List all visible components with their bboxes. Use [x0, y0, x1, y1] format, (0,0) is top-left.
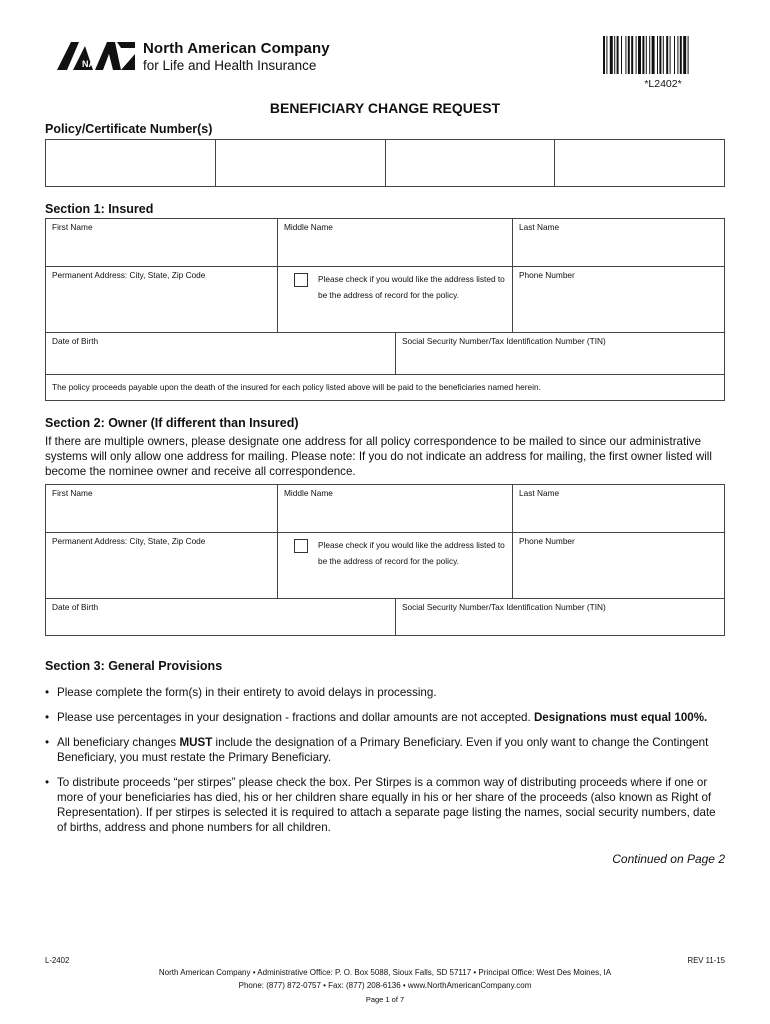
insured-dob-field[interactable]	[46, 333, 396, 374]
policy-number-field-3[interactable]	[386, 140, 556, 186]
field-label: Phone Number	[519, 536, 575, 546]
section-3-heading: Section 3: General Provisions	[45, 659, 223, 673]
field-label: Last Name	[519, 488, 560, 498]
field-label: Permanent Address: City, State, Zip Code	[52, 536, 206, 546]
field-label: Middle Name	[284, 488, 333, 498]
page-title: BENEFICIARY CHANGE REQUEST	[269, 100, 501, 116]
owner-address-field[interactable]	[46, 533, 278, 598]
footer-address: North American Company • Administrative Office: P. O. Box 5088, Sioux Falls, SD 57117 • Principal Office: West Des Moines, IA	[158, 968, 612, 977]
owner-phone-field[interactable]	[513, 533, 724, 598]
proceeds-note-text: The policy proceeds payable upon the death of the insured for each policy listed above will be paid to the beneficiaries named herein.	[52, 382, 541, 392]
owner-address-of-record	[278, 533, 513, 598]
bullet-1-text: Please complete the form(s) in their entirety to avoid delays in processing.	[57, 686, 437, 699]
footer-contact: Phone: (877) 872-0757 • Fax: (877) 208-6136 • www.NorthAmericanCompany.com	[238, 981, 532, 990]
section-1-form	[45, 218, 725, 401]
checkbox-label-line1: Please check if you would like the address listed to	[318, 540, 505, 550]
policy-number-fields	[45, 139, 725, 187]
bullet-2-emphasis: Designations must equal 100%.	[533, 711, 708, 724]
barcode-image	[603, 36, 723, 74]
insured-last-name-field[interactable]	[513, 219, 724, 266]
policy-number-field-1[interactable]	[46, 140, 216, 186]
list-item	[45, 710, 725, 725]
owner-ssn-field[interactable]	[396, 599, 724, 635]
field-label: Last Name	[519, 222, 560, 232]
footer-form-id: L-2402	[45, 956, 70, 965]
form-code: *L2402*	[644, 78, 682, 90]
policy-number-field-2[interactable]	[216, 140, 386, 186]
field-label: Social Security Number/Tax Identification Number (TIN)	[402, 336, 606, 346]
field-label: First Name	[52, 222, 93, 232]
field-label: Phone Number	[519, 270, 575, 280]
insured-phone-field[interactable]	[513, 267, 724, 332]
continued-note: Continued on Page 2	[612, 852, 725, 866]
company-name: North American Company	[143, 40, 330, 57]
policy-number-label: Policy/Certificate Number(s)	[45, 122, 213, 136]
owner-first-name-field[interactable]	[46, 485, 278, 532]
section-2-heading: Section 2: Owner (If different than Insured)	[45, 416, 299, 430]
field-label: Middle Name	[284, 222, 333, 232]
logo-lettering: NA	[82, 59, 95, 69]
company-logo	[55, 40, 137, 72]
footer-revision: REV 11-15	[687, 956, 725, 965]
address-of-record-checkbox[interactable]	[294, 273, 308, 287]
bullet-3-emphasis: MUST	[179, 736, 213, 749]
footer-page-number: Page 1 of 7	[365, 995, 405, 1004]
list-item	[45, 735, 725, 765]
bullet-3-text-a: All beneficiary changes	[57, 736, 180, 749]
list-item	[45, 685, 725, 700]
field-label: Permanent Address: City, State, Zip Code	[52, 270, 206, 280]
field-label: First Name	[52, 488, 93, 498]
proceeds-note	[46, 375, 724, 400]
owner-middle-name-field[interactable]	[278, 485, 513, 532]
insured-ssn-field[interactable]	[396, 333, 724, 374]
list-item	[45, 775, 725, 835]
insured-first-name-field[interactable]	[46, 219, 278, 266]
company-subtitle: for Life and Health Insurance	[143, 58, 317, 73]
owner-last-name-field[interactable]	[513, 485, 724, 532]
section-2-form	[45, 484, 725, 636]
address-of-record-checkbox[interactable]	[294, 539, 308, 553]
owner-dob-field[interactable]	[46, 599, 396, 635]
field-label: Date of Birth	[52, 602, 99, 612]
section-2-intro: If there are multiple owners, please designate one address for all policy correspondence to be mailed to since our administrative systems will only allow one address for mailing. Please note: If you do not indicate an address for mailing, the first owner listed will become the nominee owner and receive all correspondence.	[45, 435, 712, 478]
insured-address-field[interactable]	[46, 267, 278, 332]
general-provisions-list	[45, 685, 725, 845]
bullet-4-text: To distribute proceeds “per stirpes” please check the box. Per Stirpes is a common way of distributing proceeds where if one or more of your beneficiaries has died, his or her children share equally in his or her share of the proceeds (also known as Right of Representation). If per stirpes is selected it is required to attach a separate page listing the names, social security numbers, date of births, address and phone numbers for all children.	[57, 776, 716, 834]
checkbox-label-line1: Please check if you would like the address listed to	[318, 274, 505, 284]
field-label: Social Security Number/Tax Identification Number (TIN)	[402, 602, 606, 612]
checkbox-label-line2: be the address of record for the policy.	[318, 556, 459, 566]
bullet-3-text-b: include the designation of a Primary Beneficiary. Even if you only want to change the Contingent Beneficiary, you must restate the Primary Beneficiary.	[57, 736, 709, 764]
field-label: Date of Birth	[52, 336, 99, 346]
policy-number-field-4[interactable]	[555, 140, 724, 186]
insured-address-of-record	[278, 267, 513, 332]
section-1-heading: Section 1: Insured	[45, 202, 154, 216]
insured-middle-name-field[interactable]	[278, 219, 513, 266]
bullet-2-text: Please use percentages in your designation - fractions and dollar amounts are not accepted.	[57, 711, 534, 724]
checkbox-label-line2: be the address of record for the policy.	[318, 290, 459, 300]
